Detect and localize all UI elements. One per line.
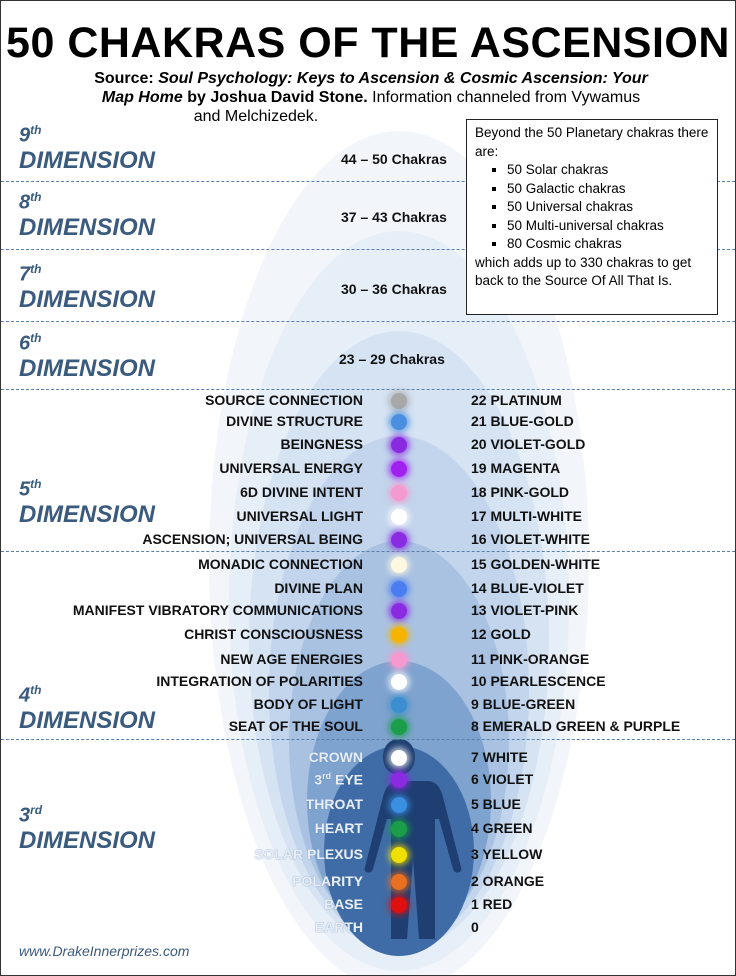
chakra-number: 22 PLATINUM — [471, 392, 562, 408]
chakra-dot — [391, 437, 407, 453]
chakra-number: 2 ORANGE — [471, 873, 545, 889]
chakra-number: 9 BLUE-GREEN — [471, 696, 576, 712]
separator-7-6 — [1, 321, 735, 322]
chakra-number: 13 VIOLET-PINK — [471, 602, 579, 618]
info-item: ▪ 50 Universal chakras — [507, 198, 709, 217]
chakra-name: THROAT — [305, 796, 363, 812]
chakra-name: UNIVERSAL ENERGY — [219, 460, 363, 476]
chakra-name: SEAT OF THE SOUL — [228, 718, 363, 734]
chakra-name: MONADIC CONNECTION — [198, 556, 363, 572]
chakra-number: 15 GOLDEN-WHITE — [471, 556, 601, 572]
chakra-dot — [391, 750, 407, 766]
range-9: 44 – 50 Chakras — [341, 151, 447, 167]
dimension-8-label: 8th DIMENSION — [19, 190, 156, 241]
dimension-5-label: 5th DIMENSION — [19, 477, 156, 528]
chakra-number: 21 BLUE-GOLD — [471, 413, 574, 429]
chakra-name: BASE — [324, 896, 363, 912]
source-prefix: Source: — [94, 70, 159, 87]
chakra-dot — [391, 603, 407, 619]
chakra-number: 8 EMERALD GREEN & PURPLE — [471, 718, 681, 734]
chakra-number: 0 — [471, 919, 479, 935]
chakra-name: POLARITY — [292, 873, 363, 889]
chakra-name: BODY OF LIGHT — [253, 696, 363, 712]
dimension-7-label: 7th DIMENSION — [19, 262, 156, 313]
chakra-name: BEINGNESS — [280, 436, 363, 452]
source-note-2: and Melchizedek. — [193, 108, 319, 125]
info-list — [475, 161, 709, 254]
chakra-dot — [391, 414, 407, 430]
chakra-dot — [391, 847, 407, 863]
chakra-number: 4 GREEN — [471, 820, 533, 836]
chakra-number: 17 MULTI-WHITE — [471, 508, 582, 524]
chakra-number: 12 GOLD — [471, 626, 531, 642]
info-intro: Beyond the 50 Planetary chakras there are: — [475, 125, 709, 159]
chakra-number: 14 BLUE-VIOLET — [471, 580, 584, 596]
dimension-4-label: 4th DIMENSION — [19, 683, 156, 734]
range-8: 37 – 43 Chakras — [341, 209, 447, 225]
chakra-name: HEART — [314, 820, 363, 836]
chakra-dot — [391, 532, 407, 548]
source-text — [21, 69, 721, 126]
chakra-name: DIVINE STRUCTURE — [226, 413, 363, 429]
chakra-number: 19 MAGENTA — [471, 460, 561, 476]
separator-4-3 — [1, 739, 735, 740]
source-note: Information channeled from Vywamus — [367, 89, 641, 106]
chakra-number: 20 VIOLET-GOLD — [471, 436, 586, 452]
chakra-dot — [391, 627, 407, 643]
chakra-dot — [391, 557, 407, 573]
chakra-name: ASCENSION; UNIVERSAL BEING — [142, 531, 363, 547]
chakra-name: NEW AGE ENERGIES — [220, 651, 363, 667]
chakra-dot — [391, 697, 407, 713]
info-outro: which adds up to 330 chakras to get back to the Source Of All That Is. — [475, 254, 692, 288]
chakra-dot — [391, 461, 407, 477]
chakra-dot — [391, 509, 407, 525]
chakra-dot — [391, 719, 407, 735]
info-item: ▪ 50 Galactic chakras — [507, 180, 709, 199]
page-title: 50 CHAKRAS OF THE ASCENSION — [6, 19, 730, 67]
dimension-3-label: 3rd DIMENSION — [19, 803, 156, 854]
range-7: 30 – 36 Chakras — [341, 281, 447, 297]
chakra-number: 7 WHITE — [471, 749, 528, 765]
chakra-name: CHRIST CONSCIOUSNESS — [184, 626, 363, 642]
chakra-name: 3rd EYE — [314, 771, 363, 788]
chakra-dot — [391, 485, 407, 501]
chakra-dot — [391, 874, 407, 890]
source-author: by Joshua David Stone. — [182, 89, 368, 106]
separator-5-4 — [1, 551, 735, 552]
chakra-number: 3 YELLOW — [471, 846, 543, 862]
chakra-dot — [391, 674, 407, 690]
chakra-number: 16 VIOLET-WHITE — [471, 531, 591, 547]
chakra-number: 18 PINK-GOLD — [471, 484, 570, 500]
chakra-dot — [391, 772, 407, 788]
chakra-dot — [391, 821, 407, 837]
chakra-name: SOLAR PLEXUS — [254, 846, 363, 862]
chakra-number: 11 PINK-ORANGE — [471, 651, 590, 667]
footer-url: www.DrakeInnerprizes.com — [19, 943, 190, 959]
chakra-name: CROWN — [308, 749, 363, 765]
chakra-name: 6D DIVINE INTENT — [240, 484, 363, 500]
chakra-dot — [391, 393, 407, 409]
chakra-dot — [391, 897, 407, 913]
chakra-name: INTEGRATION OF POLARITIES — [156, 673, 363, 689]
info-item: ▪ 50 Multi-universal chakras — [507, 217, 709, 236]
chakra-name: DIVINE PLAN — [274, 580, 363, 596]
chakra-dot — [391, 797, 407, 813]
range-6: 23 – 29 Chakras — [339, 351, 445, 367]
chakra-number: 5 BLUE — [471, 796, 521, 812]
chakra-name: SOURCE CONNECTION — [205, 392, 363, 408]
info-item: ▪ 50 Solar chakras — [507, 161, 709, 180]
separator-6-5 — [1, 389, 735, 390]
source-book: Soul Psychology: Keys to Ascension & Cosmic Ascension: Your — [158, 70, 648, 87]
chakra-name: EARTH — [314, 919, 363, 935]
chakra-name: UNIVERSAL LIGHT — [236, 508, 363, 524]
dimension-9-label: 9th DIMENSION — [19, 123, 156, 174]
info-box — [466, 119, 718, 315]
chakra-dot — [391, 581, 407, 597]
chakra-number: 6 VIOLET — [471, 771, 534, 787]
chakra-name: MANIFEST VIBRATORY COMMUNICATIONS — [72, 602, 363, 618]
info-item: ▪ 80 Cosmic chakras — [507, 235, 709, 254]
chakra-dot — [391, 652, 407, 668]
source-book-2: Map Home — [101, 89, 183, 106]
dimension-6-label: 6th DIMENSION — [19, 331, 156, 382]
chakra-number: 1 RED — [471, 896, 513, 912]
chakra-number: 10 PEARLESCENCE — [471, 673, 606, 689]
